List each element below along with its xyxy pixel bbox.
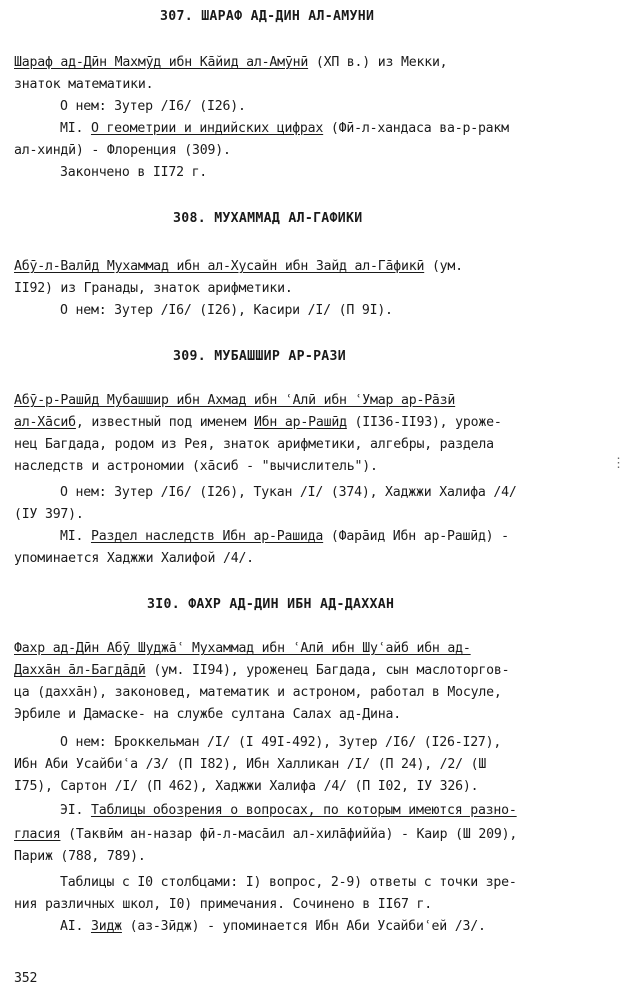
underlined-title: гласия xyxy=(14,827,61,842)
section-heading: 307. ШАРАФ АД-ДИН АЛ-АМУНИ xyxy=(160,9,375,24)
text-line xyxy=(14,826,517,844)
text-line xyxy=(14,550,254,568)
text-segment: (Фара̄ид Ибн ар-Рашӣд) - xyxy=(323,529,509,544)
text-line xyxy=(14,76,153,94)
underlined-title: Шараф ад-Дӣн Махмӯд ибн Ка̄йид ал-Амӯнӣ xyxy=(14,55,309,70)
text-line xyxy=(60,302,393,320)
text-segment: наследств и астрономии (ха̄сиб - "вычислитель"). xyxy=(14,459,378,474)
text-segment: , известный под именем xyxy=(75,415,254,430)
text-segment: О нем: Зутер /I6/ (I26). xyxy=(60,99,246,114)
text-segment: (II36-II93), уроже- xyxy=(346,415,502,430)
section-heading: 308. МУХАММАД АЛ-ГАФИКИ xyxy=(173,211,363,226)
text-segment: нец Багдада, родом из Рея, знаток арифметики, алгебры, раздела xyxy=(14,437,494,452)
text-segment: АI. xyxy=(60,919,91,934)
text-line xyxy=(14,280,293,298)
text-line xyxy=(60,98,246,116)
text-line xyxy=(60,120,509,138)
underlined-title: Абӯ-р-Рашӣд Мубашшир ибн Ахмад ибн ʿАлӣ ибн ʿУмар ар-Ра̄зӣ xyxy=(14,393,456,408)
underlined-title: Таблицы обозрения о вопросах, по которым имеются разно- xyxy=(90,803,517,818)
text-line xyxy=(60,164,207,182)
text-line xyxy=(14,756,486,774)
text-line xyxy=(14,436,494,454)
text-segment: знаток математики. xyxy=(14,77,154,92)
text-segment: МI. xyxy=(60,121,91,136)
text-line xyxy=(14,896,432,914)
text-segment: Париж (788, 789). xyxy=(14,849,146,864)
text-segment: О нем: Зутер /I6/ (I26), Касири /I/ (П 9I). xyxy=(60,303,393,318)
text-line xyxy=(14,142,231,160)
text-line xyxy=(14,392,455,410)
text-segment: (ум. II94), уроженец Багдада, сын маслоторгов- xyxy=(145,663,510,678)
underlined-title: О геометрии и индийских цифрах xyxy=(90,121,324,136)
text-segment: ния различных школ, I0) примечания. Сочинено в II67 г. xyxy=(14,897,432,912)
underlined-title: Раздел наследств Ибн ар-Рашида xyxy=(90,529,324,544)
text-segment: ЭI. xyxy=(60,803,91,818)
text-line xyxy=(14,706,401,724)
section-heading: 3I0. ФАХР АД-ДИН ИБН АД-ДАХХАН xyxy=(147,597,395,612)
underlined-title: Ибн ар-Рашӣд xyxy=(253,415,347,430)
text-line xyxy=(14,640,471,658)
text-segment: (Таквӣм ан-назар фӣ-л-маса̄ил ал-хила̄фиййа) - Каир (Ш 209), xyxy=(60,827,518,842)
text-segment: (IУ 397). xyxy=(14,507,84,522)
text-segment: ца (дахха̄н), законовед, математик и астроном, работал в Мосуле, xyxy=(14,685,502,700)
text-line xyxy=(14,54,447,72)
text-line xyxy=(60,484,517,502)
margin-mark: ⋮ xyxy=(612,456,625,471)
text-segment: О нем: Зутер /I6/ (I26), Тукан /I/ (374), Хаджжи Халифа /4/ xyxy=(60,485,517,500)
underlined-title: Абӯ-л-Валӣд Мухаммад ибн ал-Хусайн ибн Зайд ал-Га̄фикӣ xyxy=(14,259,425,274)
underlined-title: ал-Ха̄сиб xyxy=(14,415,76,430)
text-segment: (ХП в.) из Мекки, xyxy=(308,55,448,70)
text-line xyxy=(60,874,517,892)
text-line xyxy=(14,458,378,476)
text-line xyxy=(14,662,509,680)
text-line xyxy=(14,414,502,432)
text-line xyxy=(14,506,84,524)
text-line xyxy=(60,918,486,936)
text-segment: МI. xyxy=(60,529,91,544)
underlined-title: Зидж xyxy=(90,919,122,934)
text-segment: упоминается Хаджжи Халифой /4/. xyxy=(14,551,254,566)
text-segment: Закончено в II72 г. xyxy=(60,165,208,180)
text-line xyxy=(14,848,146,866)
text-line xyxy=(60,528,509,546)
text-segment: Ибн Аби Усайбиʿа /3/ (П I82), Ибн Халликан /I/ (П 24), /2/ (Ш xyxy=(14,757,487,772)
text-line xyxy=(60,802,517,820)
text-segment: ал-хиндӣ) - Флоренция (309). xyxy=(14,143,231,158)
text-segment: Эрбиле и Дамаске- на службе султана Салах ад-Дина. xyxy=(14,707,401,722)
text-segment: (аз-Зӣдж) - упоминается Ибн Аби Усайбиʿей /3/. xyxy=(121,919,486,934)
text-segment: Таблицы с I0 столбцами: I) вопрос, 2-9) ответы с точки зре- xyxy=(60,875,517,890)
section-heading: 309. МУБАШШИР АР-РАЗИ xyxy=(173,349,347,364)
underlined-title: Фахр ад-Дӣн Абӯ Шуджа̄ʿ Мухаммад ибн ʿАлӣ ибн Шуʿайб ибн ад- xyxy=(14,641,471,656)
text-line xyxy=(60,734,501,752)
text-segment: I75), Сартон /I/ (П 462), Хаджжи Халифа /4/ (П I02, IУ 326). xyxy=(14,779,479,794)
text-line xyxy=(14,258,463,276)
text-segment: (ум. xyxy=(424,259,463,274)
text-segment: (Фӣ-л-хандаса ва-р-ракм xyxy=(323,121,509,136)
page-number: 352 xyxy=(14,971,38,986)
text-segment: О нем: Броккельман /I/ (I 49I-492), Зутер /I6/ (I26-I27), xyxy=(60,735,502,750)
text-line xyxy=(14,778,478,796)
underlined-title: Дахха̄н а̄л-Багда̄дӣ xyxy=(14,663,146,678)
text-segment: II92) из Гранады, знаток арифметики. xyxy=(14,281,293,296)
text-line xyxy=(14,684,502,702)
